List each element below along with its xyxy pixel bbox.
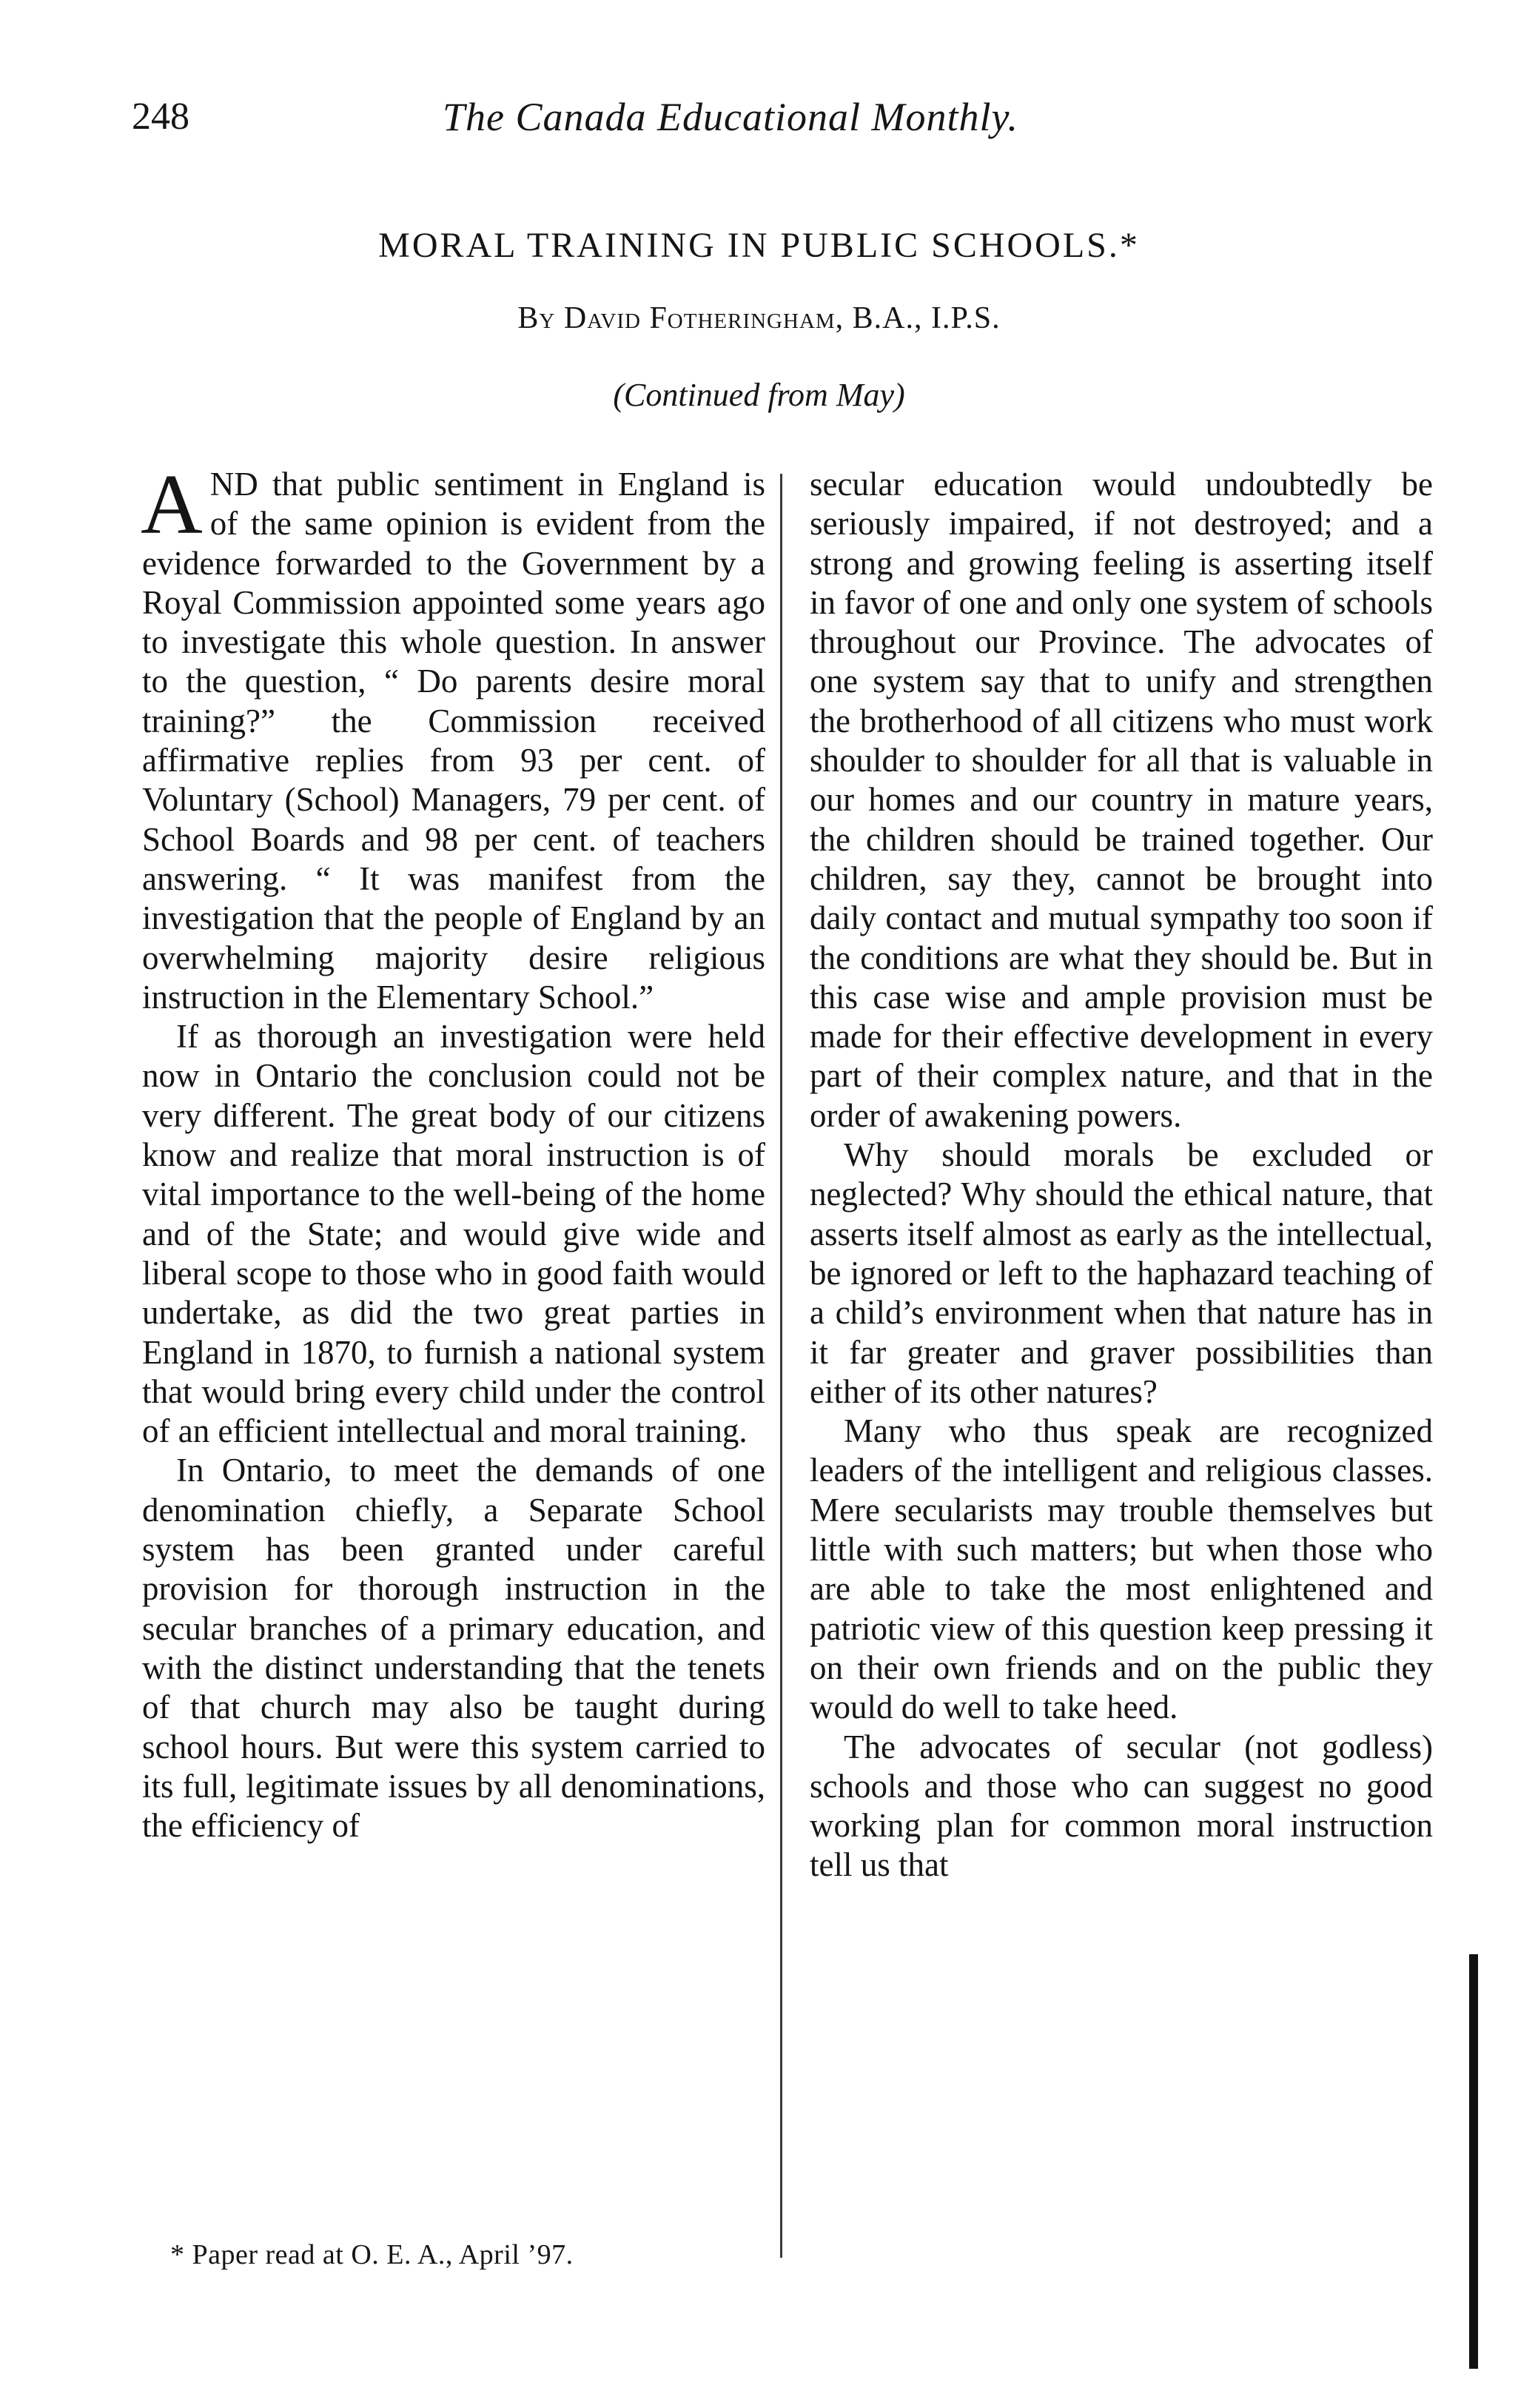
- column-divider: [780, 474, 782, 2258]
- page-number: 248: [132, 95, 189, 138]
- running-head: [132, 95, 1434, 154]
- paragraph: Why should morals be excluded or neglected? Why should the ethical nature, that asserts itself almost as early as the intellectual, be ignored or left to the haphazard teaching of a child’s environment when that nature has in it far greater and graver possibilities than either of its other natures?: [810, 1136, 1433, 1410]
- article-title: MORAL TRAINING IN PUBLIC SCHOOLS.*: [378, 226, 1140, 265]
- paragraph: [141, 457, 765, 1017]
- paragraph-text: ND that public sentiment in England is of the same opinion is evident from the evidence forwarded to the Government by a Royal Commission appointed some years ago to investigate this whole question. In answer to the question, “ Do parents desire moral training?” the Commission received affirmative replies from 93 per cent. of Voluntary (School) Managers, 79 per cent. of School Boards and 98 per cent. of teachers answering. “ It was manifest from the investigation that the people of England by an overwhelming majority desire religious instruction in the Elementary School.”: [142, 466, 765, 1016]
- paragraph: Many who thus speak are recognized leaders of the intelligent and religious classes. Mere secularists may trouble themselves but little with such matters; but when those who are able to take the most enlightened and patriotic view of this question keep pressing it on their own friends and on the public they would do well to take heed.: [810, 1412, 1433, 1726]
- journal-title: The Canada Educational Monthly.: [443, 95, 1018, 139]
- continued-note: (Continued from May): [613, 377, 905, 413]
- author-byline: By David Fotheringham, B.A., I.P.S.: [517, 301, 1001, 335]
- drop-cap: A: [141, 457, 203, 552]
- scan-margin-bar: [1469, 1954, 1478, 2369]
- paragraph: The advocates of secular (not godless) schools and those who can suggest no good working plan for common moral instruction tell us that: [810, 1728, 1433, 1884]
- paragraph: If as thorough an investigation were held now in Ontario the conclusion could not be very different. The great body of our citizens know and realize that moral instruction is of vital importance to the well-being of the home and of the State; and would give wide and liberal scope to those who in good faith would undertake, as did the two great parties in England in 1870, to furnish a national system that would bring every child under the control of an efficient intellectual and moral training.: [142, 1018, 765, 1450]
- paragraph: In Ontario, to meet the demands of one denomination chiefly, a Separate School system has been granted under careful provision for thorough instruction in the secular branches of a primary education, and with the distinct understanding that the tenets of that church may also be taught during school hours. But were this system carried to its full, legitimate issues by all denominations, the efficiency of: [142, 1452, 765, 1845]
- right-column: [810, 465, 1433, 1885]
- left-column: [141, 457, 765, 1845]
- footnote: * Paper read at O. E. A., April ’97.: [170, 2239, 574, 2270]
- paragraph: secular education would undoubtedly be seriously impaired, if not destroyed; and a strong and growing feeling is asserting itself in favor of one and only one system of schools throughout our Province. The advocates of one system say that to unify and strengthen the brotherhood of all citizens who must work shoulder to shoulder for all that is valuable in our homes and our country in mature years, the children should be trained together. Our children, say they, cannot be brought into daily contact and mutual sympathy too soon if the conditions are what they should be. But in this case wise and ample provision must be made for their effective development in every part of their complex nature, and that in the order of awakening powers.: [810, 466, 1433, 1134]
